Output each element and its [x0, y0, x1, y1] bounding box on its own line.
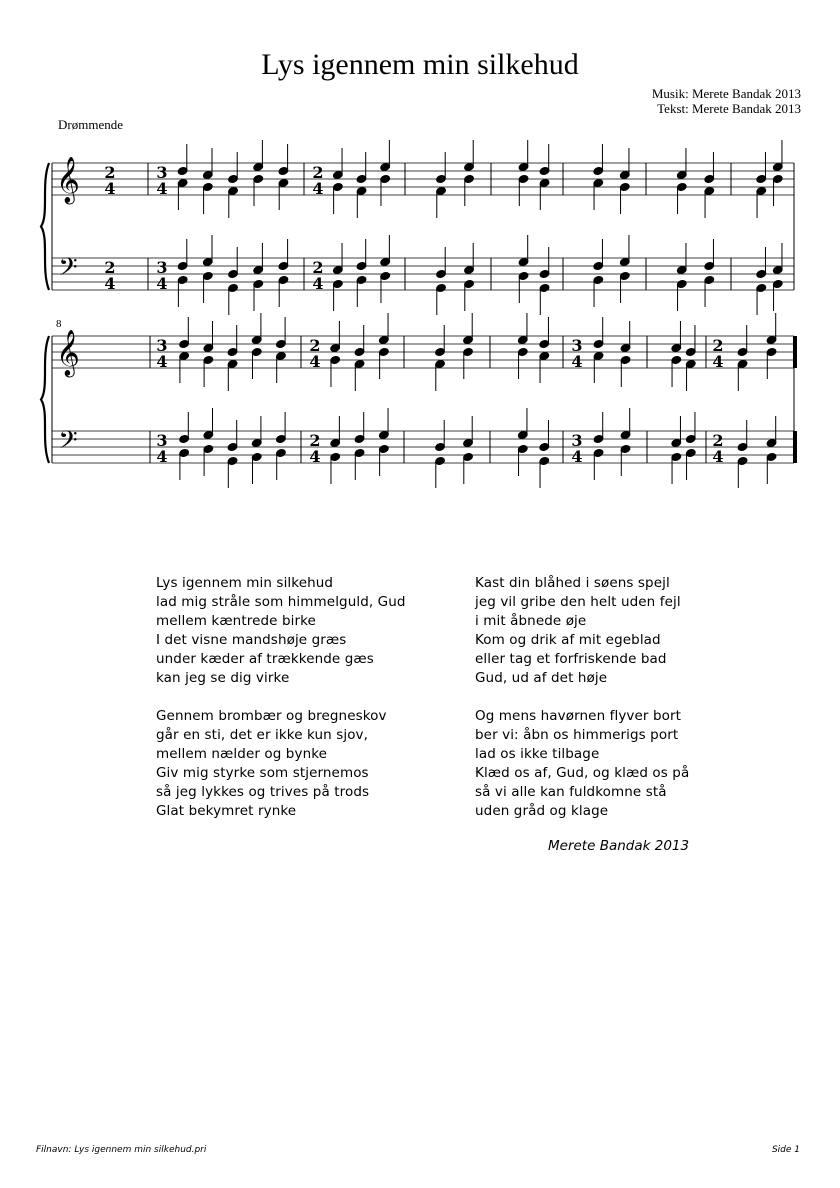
- time-signature-numerator: 2: [309, 336, 321, 355]
- time-signature-denominator: 4: [712, 447, 724, 466]
- time-signature-denominator: 4: [156, 274, 168, 293]
- time-signature-denominator: 4: [312, 179, 324, 198]
- time-signature-numerator: 3: [571, 336, 583, 355]
- measure-number: 8: [56, 318, 62, 330]
- lyric-line: så jeg lykkes og trives på trods: [156, 784, 370, 800]
- lyric-line: mellem nælder og bynke: [156, 746, 328, 762]
- time-signature-numerator: 2: [104, 163, 116, 182]
- lyric-line: Giv mig styrke som stjernemos: [156, 765, 369, 781]
- stanza-2: [156, 707, 406, 821]
- lyric-line: så vi alle kan fuldkomne stå: [475, 784, 667, 800]
- footer-filename: Filnavn: Lys igennem min silkehud.pri: [36, 1145, 207, 1155]
- time-signature-denominator: 4: [571, 447, 583, 466]
- time-signature-numerator: 3: [156, 163, 168, 182]
- lyric-line: i mit åbnede øje: [475, 613, 587, 629]
- bass-clef-icon: 𝄢: [58, 253, 78, 288]
- lyric-line: under kæder af trækkende gæs: [156, 651, 374, 667]
- lyric-line: Lys igennem min silkehud: [156, 575, 334, 591]
- brace: [41, 336, 49, 463]
- time-signature-denominator: 4: [312, 274, 324, 293]
- brace: [41, 163, 49, 290]
- lyric-line: Klæd os af, Gud, og klæd os på: [475, 765, 690, 781]
- lyric-line: Gud, ud af det høje: [475, 670, 608, 686]
- time-signature-denominator: 4: [104, 179, 116, 198]
- page-title: Lys igennem min silkehud: [261, 48, 579, 81]
- stanza-1: [156, 574, 406, 688]
- time-signature-numerator: 3: [156, 258, 168, 277]
- text-credit: Tekst: Merete Bandak 2013: [657, 101, 801, 116]
- stanza-4: [475, 707, 689, 821]
- time-signature-numerator: 3: [571, 431, 583, 450]
- time-signature-numerator: 2: [309, 431, 321, 450]
- lyric-line: Kom og drik af mit egeblad: [475, 632, 661, 648]
- footer-page-number: Side 1: [771, 1145, 800, 1155]
- lyric-line: mellem kæntrede birke: [156, 613, 316, 629]
- time-signature-numerator: 3: [156, 431, 168, 450]
- time-signature-denominator: 4: [156, 447, 168, 466]
- time-signature-numerator: 2: [104, 258, 116, 277]
- lyric-line: Glat bekymret rynke: [156, 803, 297, 819]
- lyric-line: kan jeg se dig virke: [156, 670, 290, 686]
- lyric-line: lad mig stråle som himmelguld, Gud: [156, 594, 406, 610]
- time-signature-denominator: 4: [712, 352, 724, 371]
- lyric-line: jeg vil gribe den helt uden fejl: [475, 594, 681, 610]
- time-signature-denominator: 4: [571, 352, 583, 371]
- music-system: [41, 140, 794, 315]
- lyric-line: Og mens havørnen flyver bort: [475, 708, 682, 724]
- time-signature-numerator: 2: [312, 163, 324, 182]
- bass-clef-icon: 𝄢: [58, 426, 78, 461]
- time-signature-denominator: 4: [156, 352, 168, 371]
- lyric-line: Kast din blåhed i søens spejl: [475, 575, 670, 591]
- time-signature-denominator: 4: [104, 274, 116, 293]
- lyric-line: går en sti, det er ikke kun sjov,: [156, 727, 369, 743]
- time-signature-denominator: 4: [309, 352, 321, 371]
- treble-clef-icon: 𝄞: [56, 330, 80, 376]
- time-signature-numerator: 2: [712, 336, 724, 355]
- lyric-line: Gennem brombær og bregneskov: [156, 708, 387, 724]
- time-signature-numerator: 3: [156, 336, 168, 355]
- stanza-3: [475, 574, 689, 688]
- time-signature-denominator: 4: [156, 179, 168, 198]
- lyrics-column-left: [156, 574, 406, 840]
- time-signature-numerator: 2: [312, 258, 324, 277]
- music-system: [41, 313, 795, 488]
- time-signature-numerator: 2: [712, 431, 724, 450]
- signature: Merete Bandak 2013: [548, 838, 690, 854]
- lyrics-column-right: [475, 574, 689, 840]
- tempo-marking: Drømmende: [58, 117, 123, 132]
- time-signature-denominator: 4: [309, 447, 321, 466]
- lyric-line: eller tag et forfriskende bad: [475, 651, 667, 667]
- sheet-music: [0, 0, 840, 520]
- music-credit: Musik: Merete Bandak 2013: [651, 86, 801, 101]
- lyric-line: uden gråd og klage: [475, 803, 609, 819]
- lyric-line: I det visne mandshøje græs: [156, 632, 347, 648]
- treble-clef-icon: 𝄞: [56, 157, 80, 203]
- lyric-line: ber vi: åbn os himmerigs port: [475, 727, 679, 743]
- lyric-line: lad os ikke tilbage: [475, 746, 600, 762]
